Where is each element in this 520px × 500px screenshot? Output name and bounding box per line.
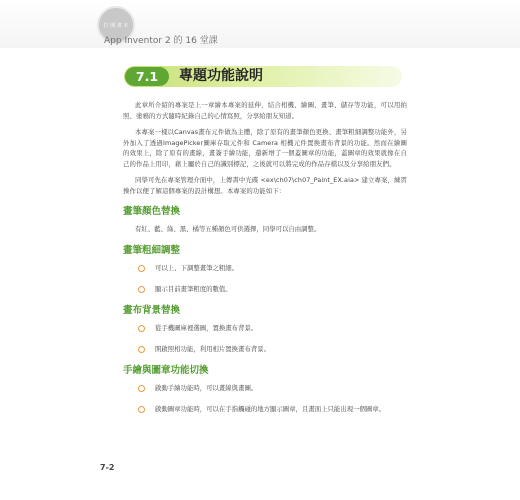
feature-heading-canvas-background: 畫布背景替換	[123, 304, 181, 316]
bullet-ring-icon	[138, 286, 145, 293]
feature-heading-draw-stamp-toggle: 手繪與圖章功能切換	[123, 364, 209, 376]
header-band	[0, 0, 520, 48]
page-content	[123, 100, 407, 425]
feature-list-pen-width	[123, 263, 407, 295]
list-item	[123, 404, 407, 415]
list-item	[123, 263, 407, 274]
book-title: App Inventor 2 的 16 堂課	[104, 36, 218, 46]
bullet-ring-icon	[138, 406, 145, 413]
bullet-ring-icon	[138, 346, 145, 353]
bullet-ring-icon	[138, 325, 145, 332]
section-heading	[124, 66, 402, 87]
list-item-text: 開啟照相功能，利用相片置換畫布背景。	[155, 344, 271, 353]
description-paragraph: 本專案一樣以Canvas畫布元件做為主體，除了原有的畫筆顏色更換、畫筆粗細調整功能外，另外加入了透過ImagePicker圖庫存取元件和 Camera 相機元件置換畫布背景的功能。然而在繪圖的效果上，除了原有的畫線，畫簽手繪功能，還新增了一個蓋圖章的功能，蓋圖章的效果就像在自己的作品上用印，藉上屬於自己的識別標記，之後就可以將完成的作品存檔以及分享給朋友們。	[123, 128, 407, 168]
section-number: 7.1	[125, 67, 169, 86]
list-item	[123, 344, 407, 355]
list-item	[123, 284, 407, 295]
list-item-text: 啟動手繪功能時，可以畫線與畫圖。	[155, 383, 258, 392]
list-item-text: 啟動圖章功能時，可以在手指觸碰的地方顯示圖章，且畫面上只能出現一個圖章。	[155, 404, 386, 413]
page-number: 7-2	[100, 463, 115, 472]
feature-heading-pen-width: 畫筆粗細調整	[123, 244, 181, 256]
list-item-text: 從手機圖庫裡選圖，置換畫布背景。	[155, 323, 258, 332]
section-title: 專題功能說明	[179, 68, 263, 84]
feature-text-pen-color: 有紅、藍、綠、黑、橘等五種顏色可供選擇，同學可以自由調整。	[135, 225, 321, 233]
instruction-paragraph: 同學可先在專案管理介面中，上傳書中光碟 <ex\ch07\ch07_Paint_EX.aia> 建立專案，練習操作以便了解這個專案的設計構想。本專案的功能如下：	[123, 176, 407, 195]
bullet-ring-icon	[138, 265, 145, 272]
series-badge: 打 開 書 本	[97, 6, 135, 44]
bullet-ring-icon	[138, 385, 145, 392]
intro-paragraph: 此章所介紹的專案是上一章繪本專案的延伸，結合相機、繪圖、畫筆、儲存等功能，可以用拍照、塗鴉的方式隨時紀錄自己的心情寫照，分享給朋友知道。	[123, 101, 407, 120]
feature-list-canvas-background	[123, 323, 407, 355]
feature-list-draw-stamp-toggle	[123, 383, 407, 415]
feature-heading-pen-color: 畫筆顏色替換	[123, 206, 181, 217]
list-item-text: 可以上、下調整畫筆之粗細。	[155, 263, 239, 272]
list-item	[123, 323, 407, 334]
list-item-text: 顯示目前畫筆粗度的數值。	[155, 284, 232, 293]
list-item	[123, 383, 407, 394]
